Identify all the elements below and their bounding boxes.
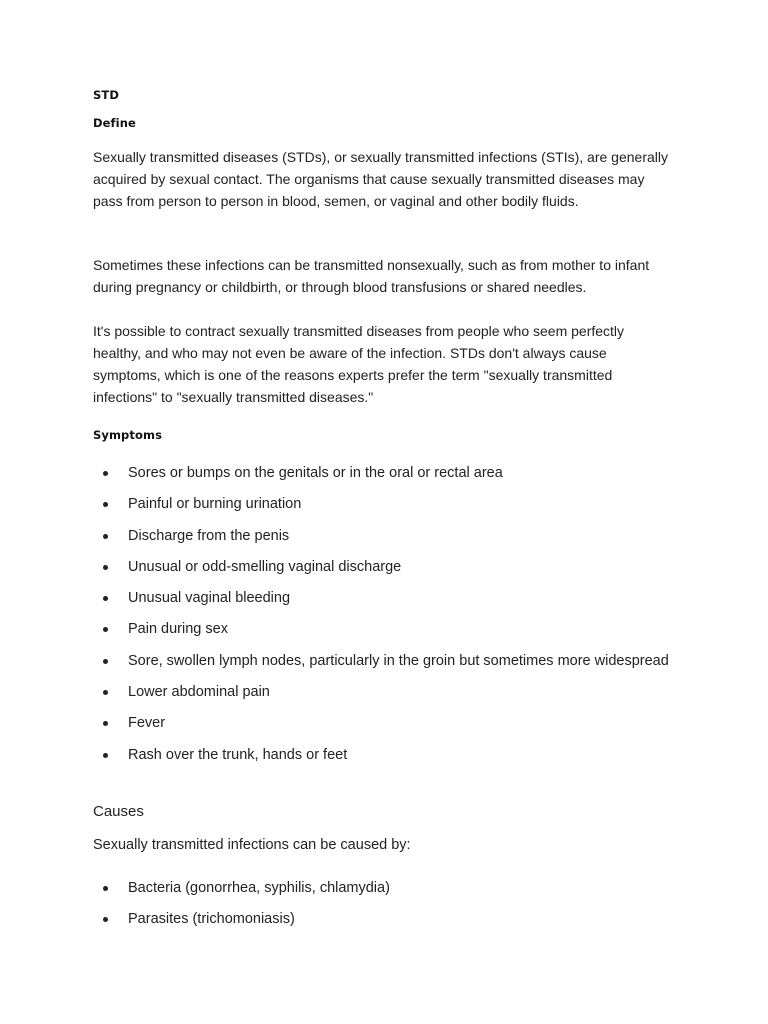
causes-list (93, 878, 673, 941)
document-title: STD (93, 88, 119, 102)
list-item-text: Lower abdominal pain (128, 684, 270, 701)
list-item (93, 713, 673, 734)
bullet-icon (103, 753, 108, 758)
list-item (93, 494, 673, 515)
list-item-text: Discharge from the penis (128, 527, 290, 544)
symptoms-heading: Symptoms (93, 428, 163, 442)
bullet-icon (103, 627, 108, 632)
list-item (93, 682, 673, 703)
list-item (93, 745, 673, 766)
list-item (93, 619, 673, 640)
paragraph-asymptomatic: It's possible to contract sexually transmitted diseases from people who seem perfectly healthy, and who may not even be aware of the infection. STDs don't always cause symptoms, which is one of the reasons experts prefer the term "sexually transmitted infections" to "sexually transmitted diseases." (93, 323, 625, 405)
bullet-icon (103, 886, 108, 891)
list-item-text: Sore, swollen lymph nodes, particularly in the groin but sometimes more widespread (128, 652, 669, 669)
list-item (93, 588, 673, 609)
causes-heading: Causes (93, 803, 144, 820)
list-item-text: Rash over the trunk, hands or feet (128, 746, 348, 763)
bullet-icon (103, 534, 108, 539)
list-item (93, 909, 673, 930)
bullet-icon (103, 917, 108, 922)
bullet-icon (103, 596, 108, 601)
paragraph-nonsexual-transmission: Sometimes these infections can be transmitted nonsexually, such as from mother to infant during pregnancy or childbirth, or through blood transfusions or shared needles. (93, 257, 650, 295)
bullet-icon (103, 690, 108, 695)
list-item-text: Painful or burning urination (128, 496, 302, 513)
list-item (93, 651, 673, 672)
list-item-text: Fever (128, 715, 166, 732)
list-item-text: Parasites (trichomoniasis) (128, 911, 295, 928)
list-item (93, 878, 673, 899)
list-item (93, 526, 673, 547)
bullet-icon (103, 502, 108, 507)
list-item (93, 557, 673, 578)
list-item-text: Sores or bumps on the genitals or in the oral or rectal area (128, 465, 503, 481)
symptoms-list (93, 463, 673, 776)
paragraph-definition: Sexually transmitted diseases (STDs), or sexually transmitted infections (STIs), are generally acquired by sexual contact. The organisms that cause sexually transmitted diseases may pass from person to person in blood, semen, or vaginal and other bodily fluids. (93, 149, 668, 209)
bullet-icon (103, 565, 108, 570)
bullet-icon (103, 659, 108, 664)
list-item-text: Unusual vaginal bleeding (128, 590, 291, 607)
list-item (93, 463, 673, 484)
bullet-icon (103, 471, 108, 476)
bullet-icon (103, 721, 108, 726)
list-item-text: Pain during sex (128, 621, 228, 638)
define-heading: Define (93, 116, 136, 130)
list-item-text: Unusual or odd-smelling vaginal discharge (128, 558, 402, 575)
causes-intro: Sexually transmitted infections can be caused by: (93, 837, 411, 853)
list-item-text: Bacteria (gonorrhea, syphilis, chlamydia) (128, 880, 390, 896)
